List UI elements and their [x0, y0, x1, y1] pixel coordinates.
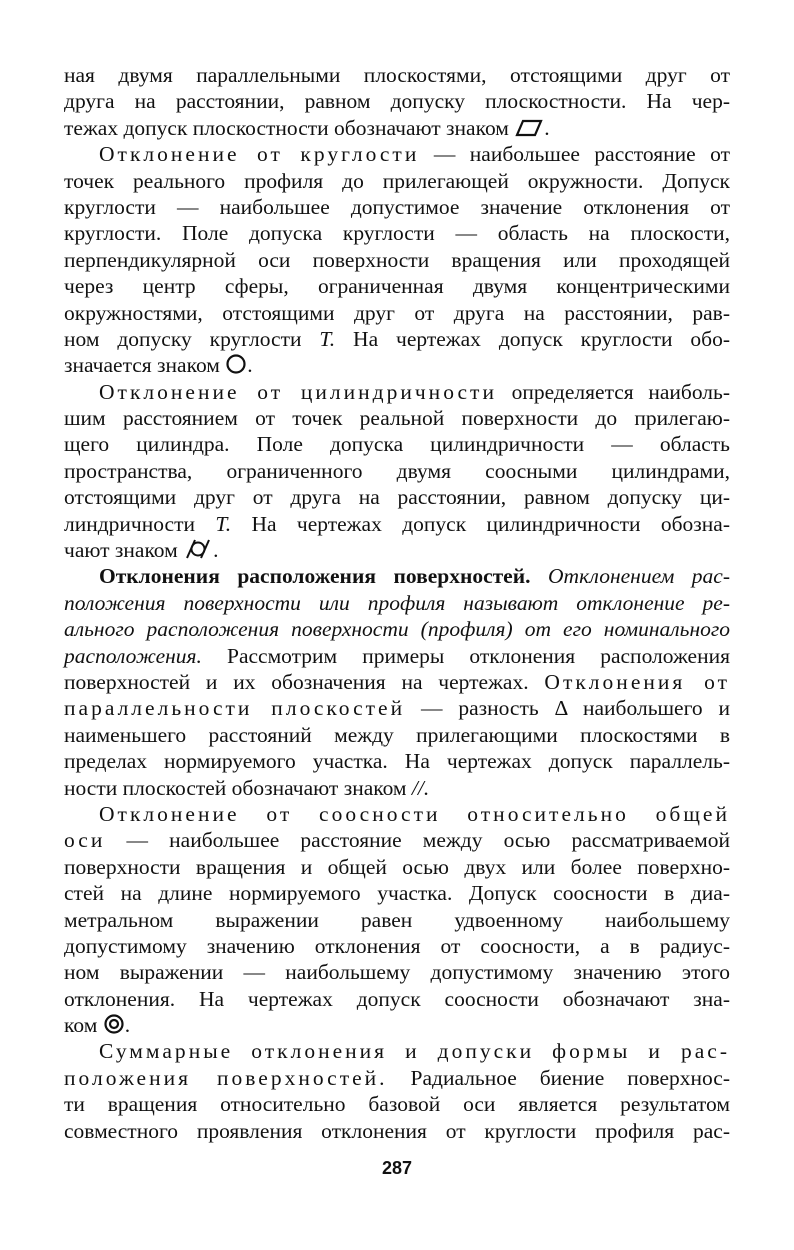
text-line: ти вращения относительно базовой оси является результатом	[64, 1092, 730, 1117]
text-line	[64, 1065, 730, 1091]
text-span: ном допуску круглости	[64, 326, 302, 351]
text-span: чают знаком	[64, 538, 178, 563]
text-span: значается знаком	[64, 353, 220, 378]
text-line: ального расположения поверхности (профиля) от его номинального	[64, 617, 730, 642]
text-line	[64, 643, 730, 669]
text-line	[64, 563, 730, 589]
text-line: точек реального профиля до прилегающей окружности. Допуск	[64, 168, 730, 193]
text-line: круглости. Поле допуска круглости — область на плоскости,	[64, 221, 730, 246]
text-span: — наибольшее расстояние от	[433, 142, 731, 167]
text-line: Суммарные отклонения и допуски формы и рас-	[99, 1039, 730, 1064]
period: .	[247, 353, 253, 378]
paragraph-summary-deviations	[64, 1038, 730, 1144]
period: .	[124, 1013, 131, 1038]
text-span: линдричности	[64, 511, 195, 536]
text-line: ная двумя параллельными плоскостями, отстоящими друг от	[64, 63, 730, 87]
text-span: тежах допуск плоскостности обозначают знаком	[64, 115, 509, 140]
term-summary: положения поверхностей.	[64, 1065, 388, 1090]
tolerance-symbol-t: T.	[319, 326, 336, 351]
text-line: через центр сферы, ограниченная двумя концентрическими	[64, 274, 730, 299]
text-line: щего цилиндра. Поле допуска цилиндричности — область	[64, 432, 730, 457]
text-line: пространства, ограниченного двумя соосными цилиндрами,	[64, 458, 730, 483]
cylindricity-symbol-icon	[183, 538, 213, 560]
text-line: наименьшего расстояний между прилегающими плоскостями в	[64, 722, 730, 747]
text-line	[64, 669, 730, 695]
text-line	[64, 537, 730, 563]
text-line	[64, 141, 730, 167]
text-line	[64, 1012, 730, 1038]
text-line: перпендикулярной оси поверхности вращения или проходящей	[64, 247, 730, 272]
text-line: положения поверхности или профиля называют отклонение ре-	[64, 590, 730, 615]
text-line: поверхности вращения и общей осью двух или более поверхно-	[64, 854, 730, 879]
text-line: метральном выражении равен удвоенному наибольшему	[64, 907, 730, 932]
text-line	[64, 352, 730, 378]
period: .	[544, 115, 550, 140]
roundness-symbol-icon	[225, 353, 247, 375]
text-line: круглости — наибольшее допустимое значение отклонения от	[64, 194, 730, 219]
term-concentricity: оси	[64, 828, 106, 853]
tolerance-symbol-t: T.	[215, 511, 232, 536]
section-heading: Отклонения расположения поверхностей.	[99, 564, 531, 589]
text-span: — наибольшее расстояние между осью рассматриваемой	[126, 828, 731, 853]
text-span: — разность Δ наибольшего и	[420, 696, 730, 721]
text-line	[64, 115, 730, 141]
text-span: поверхностей и их обозначения на чертежах.	[64, 669, 529, 694]
term-parallelism: Отклонения от	[544, 669, 730, 694]
paragraph-cylindricity	[64, 379, 730, 564]
parallelism-symbol: //.	[411, 775, 430, 800]
text-span: На чертежах допуск цилиндричности обозна-	[251, 511, 731, 536]
definition-span: расположения.	[64, 643, 202, 668]
text-line: отстоящими друг от друга на расстоянии, равном допуску ци-	[64, 485, 730, 510]
text-line: шим расстоянием от точек реальной поверхности до прилегаю-	[64, 406, 730, 431]
text-line	[64, 379, 730, 405]
text-line	[64, 326, 730, 352]
paragraph-location-deviations	[64, 563, 730, 801]
text-line: ном выражении — наибольшему допустимому значению этого	[64, 960, 730, 985]
text-line: пределах нормируемого участка. На чертежах допуск параллель-	[64, 749, 730, 774]
text-span: ности плоскостей обозначают знаком	[64, 775, 407, 800]
term-cylindricity: Отклонение от цилиндричности	[99, 379, 497, 404]
text-line: отклонения. На чертежах допуск соосности обозначают зна-	[64, 986, 730, 1011]
term-parallelism: параллельности плоскостей	[64, 696, 406, 721]
text-line: Отклонение от соосности относительно общей	[99, 801, 730, 826]
text-line	[64, 695, 730, 721]
text-span: Рассмотрим примеры отклонения расположения	[226, 643, 730, 668]
text-line	[64, 511, 730, 537]
text-span: На чертежах допуск круглости обо-	[353, 326, 731, 351]
text-line: друга на расстоянии, равном допуску плоскостности. На чер-	[64, 89, 730, 114]
definition-span: Отклонением рас-	[548, 564, 731, 589]
period: .	[213, 538, 219, 563]
term-roundness: Отклонение от круглости	[99, 142, 420, 167]
text-line: допустимому значению отклонения от соосности, а в радиус-	[64, 933, 730, 958]
text-span: ком	[64, 1013, 98, 1038]
flatness-symbol-icon	[514, 118, 544, 138]
text-line: стей на длине нормируемого участка. Допуск соосности в диа-	[64, 881, 730, 906]
text-line: окружностями, отстоящими друг от друга на расстоянии, рав-	[64, 300, 730, 325]
concentricity-symbol-icon	[103, 1013, 125, 1035]
text-line: совместного проявления отклонения от круглости профиля рас-	[64, 1118, 730, 1143]
page-number: 287	[381, 1158, 413, 1178]
paragraph-flatness	[64, 62, 730, 141]
text-line	[64, 827, 730, 853]
text-span: определяется наиболь-	[511, 379, 730, 404]
page-body	[64, 62, 730, 1144]
paragraph-roundness	[64, 141, 730, 379]
text-span: Радиальное биение поверхнос-	[410, 1065, 731, 1090]
paragraph-concentricity	[64, 801, 730, 1039]
text-line	[64, 775, 730, 801]
